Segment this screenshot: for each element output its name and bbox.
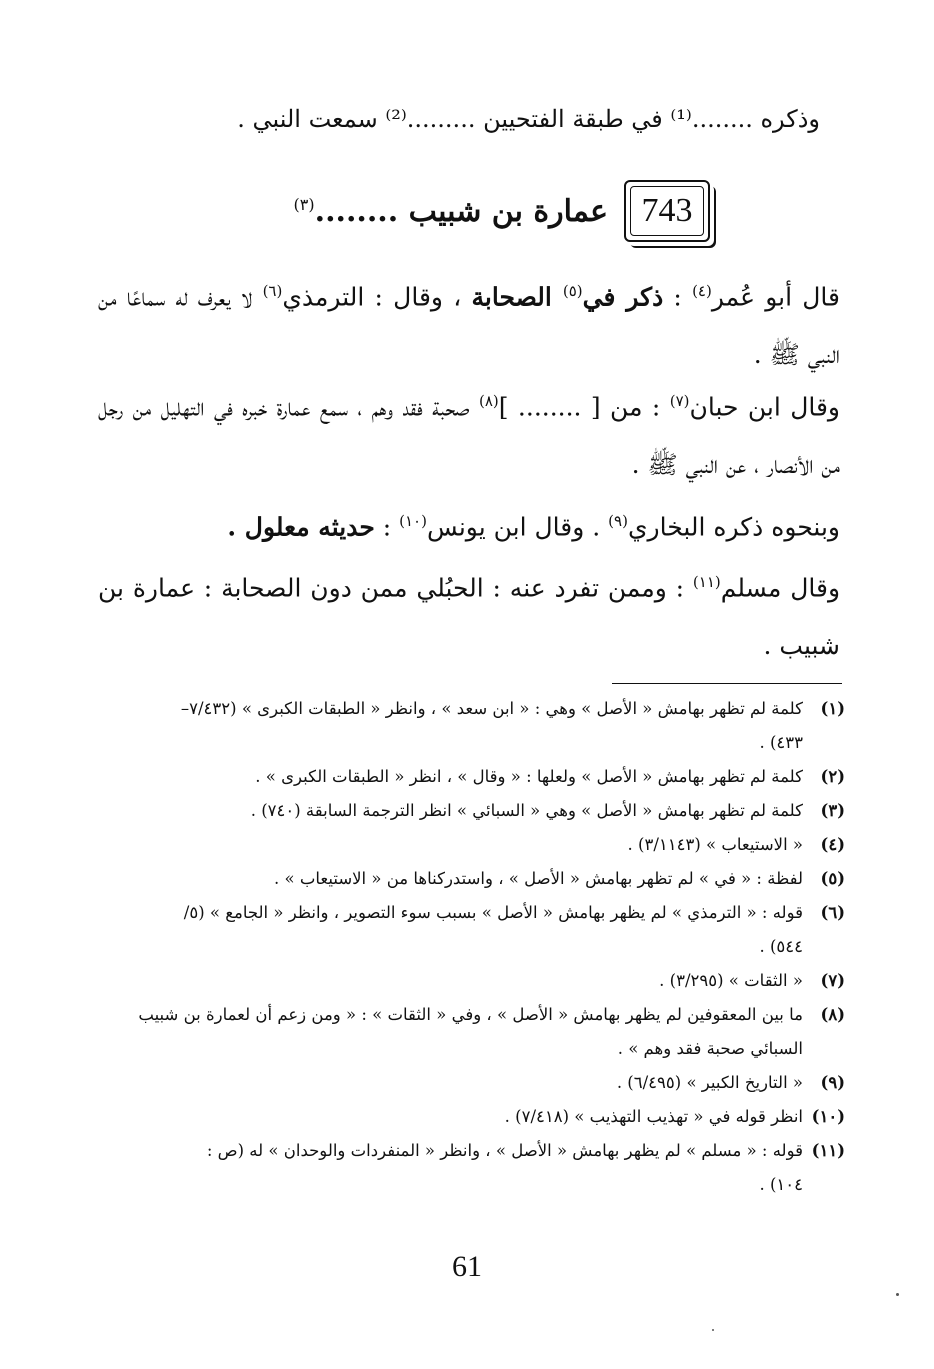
footnote-line: كلمة لم تظهر بهامش « الأصل » وهي : « ابن سعد » ، وانظر « الطبقات الكبرى » (٧/٤٣٢– <box>180 699 803 718</box>
footnote-item <box>95 692 845 760</box>
text: : من [ ........ ] <box>498 392 670 422</box>
footnote-continuation: ٥٤٤) . <box>759 937 803 956</box>
footnote-ref: (١٠) <box>399 512 427 530</box>
paragraph-bukhari <box>160 492 840 556</box>
scan-speck <box>712 1329 714 1331</box>
footnote-continuation: ٤٣٣) . <box>759 733 803 752</box>
footnote-number: (٥) <box>820 869 845 888</box>
footnote-item <box>95 862 845 896</box>
footnote-number: (٣) <box>820 801 845 820</box>
footnote-number: (٨) <box>820 1005 845 1024</box>
text: . وقال ابن يونس <box>426 512 609 542</box>
text: : <box>663 282 693 312</box>
paragraph-ibn-hibban <box>98 372 840 494</box>
text: وقال مسلم <box>720 573 841 603</box>
footnote-number: (٦) <box>820 903 845 922</box>
footnote-line: « الاستيعاب » (٣/١١٤٣) . <box>627 835 803 854</box>
footnote-line: كلمة لم تظهر بهامش « الأصل » وهي « السبائي » انظر الترجمة السابقة (٧٤٠) . <box>250 801 803 820</box>
footnote-text <box>95 794 803 828</box>
text: ، وقال : الترمذي <box>282 282 472 312</box>
footnote-ref: (٥) <box>562 282 583 300</box>
footnote-ref: (٤) <box>692 282 712 300</box>
footnote-text <box>95 1134 803 1202</box>
bold-text: الصحابة <box>471 282 563 312</box>
footnote-number: (١) <box>820 699 845 718</box>
footnote-item <box>95 1134 845 1202</box>
footnote-text <box>95 964 803 998</box>
entry-number: 743 <box>641 192 693 229</box>
footnote-text <box>95 760 803 794</box>
text: : وممن تفرد عنه : الحبُلي ممن دون الصحابة : عمارة بن شبيب . <box>98 573 840 661</box>
page-number: 61 <box>452 1250 482 1283</box>
footnote-number: (٧) <box>820 971 845 990</box>
entry-title <box>294 194 608 229</box>
footnote-line: « التاريخ الكبير » (٦/٤٩٥) . <box>616 1073 803 1092</box>
footnotes <box>95 692 845 1202</box>
footnote-line: « الثقات » (٣/٢٩٥) . <box>659 971 803 990</box>
footnote-line: انظر قوله في « تهذيب التهذيب » (٧/٤١٨) . <box>504 1107 803 1126</box>
footnote-text <box>95 998 803 1066</box>
footnote-text <box>95 862 803 896</box>
bold-text: حديثه معلول . <box>227 512 375 542</box>
footnote-divider <box>612 683 842 684</box>
footnote-line: قوله : « الترمذي » لم يظهر بهامش « الأصل » بسبب سوء التصوير ، وانظر « الجامع » (٥/ <box>183 903 803 922</box>
text: وقال ابن حبان <box>689 392 840 422</box>
footnote-number: (٤) <box>820 835 845 854</box>
footnote-item <box>95 964 845 998</box>
footnote-ref: (٦) <box>262 282 283 300</box>
text: قال أبو عُمر <box>711 282 840 312</box>
paragraph-muslim <box>98 553 840 675</box>
footnote-line: لفظة : « في » لم تظهر بهامش « الأصل » ، واستدركناها من « الاستيعاب » . <box>274 869 803 888</box>
footnote-item <box>95 896 845 964</box>
footnote-item <box>95 998 845 1066</box>
entry-number-box <box>624 180 710 242</box>
footnote-text <box>95 828 803 862</box>
footnote-text <box>95 896 803 964</box>
footnote-line: كلمة لم تظهر بهامش « الأصل » ولعلها : « وقال » ، انظر « الطبقات الكبرى » . <box>255 767 803 786</box>
footnote-text <box>95 1066 803 1100</box>
footnote-text <box>95 1100 803 1134</box>
footnote-ref: (٨) <box>479 392 499 410</box>
paragraph-abu-umar <box>98 262 840 384</box>
entry-header <box>270 175 710 247</box>
footnote-continuation: السبائي صحبة فقد وهم » . <box>617 1039 803 1058</box>
footnote-number: (٢) <box>820 767 845 786</box>
footnote-line: قوله : « مسلم » لم يظهر بهامش « الأصل » ، وانظر « المنفردات والوحدان » له (ص : <box>206 1141 803 1160</box>
footnote-ref: (١١) <box>692 573 721 591</box>
entry-title-note: (٣) <box>293 194 315 214</box>
bold-text: ذكر في <box>582 282 664 312</box>
scan-speck <box>896 1293 899 1296</box>
footnote-item <box>95 828 845 862</box>
footnote-line: ما بين المعقوفين لم يظهر بهامش « الأصل » ، وفي « الثقات » : « ومن زعم أن لعمارة بن شبيب <box>138 1005 803 1024</box>
footnote-ref: (٧) <box>669 392 690 410</box>
footnote-continuation: ١٠٤) . <box>759 1175 803 1194</box>
opening-line: وذكره ........⁽¹⁾ في طبقة الفتحيين .........⁽²⁾ سمعت النبي . <box>237 105 820 133</box>
footnote-number: (١١) <box>811 1141 845 1160</box>
footnote-item <box>95 760 845 794</box>
footnote-text <box>95 692 803 760</box>
text: : <box>374 512 400 542</box>
footnote-number: (١٠) <box>811 1107 845 1126</box>
entry-title-text: عمارة بن شبيب ........ <box>314 193 608 229</box>
text: وبنحوه ذكره البخاري <box>627 512 840 542</box>
footnote-item <box>95 1100 845 1134</box>
footnote-number: (٩) <box>820 1073 845 1092</box>
text: لا يعرف له سماعًا من النبي ﷺ . <box>98 282 840 370</box>
footnote-item <box>95 1066 845 1100</box>
text: صحبة فقد وهم ، سمع عمارة خبره في التهليل من رجل من الأنصار ، عن النبي ﷺ . <box>98 392 840 480</box>
footnote-item <box>95 794 845 828</box>
footnote-ref: (٩) <box>608 512 628 530</box>
